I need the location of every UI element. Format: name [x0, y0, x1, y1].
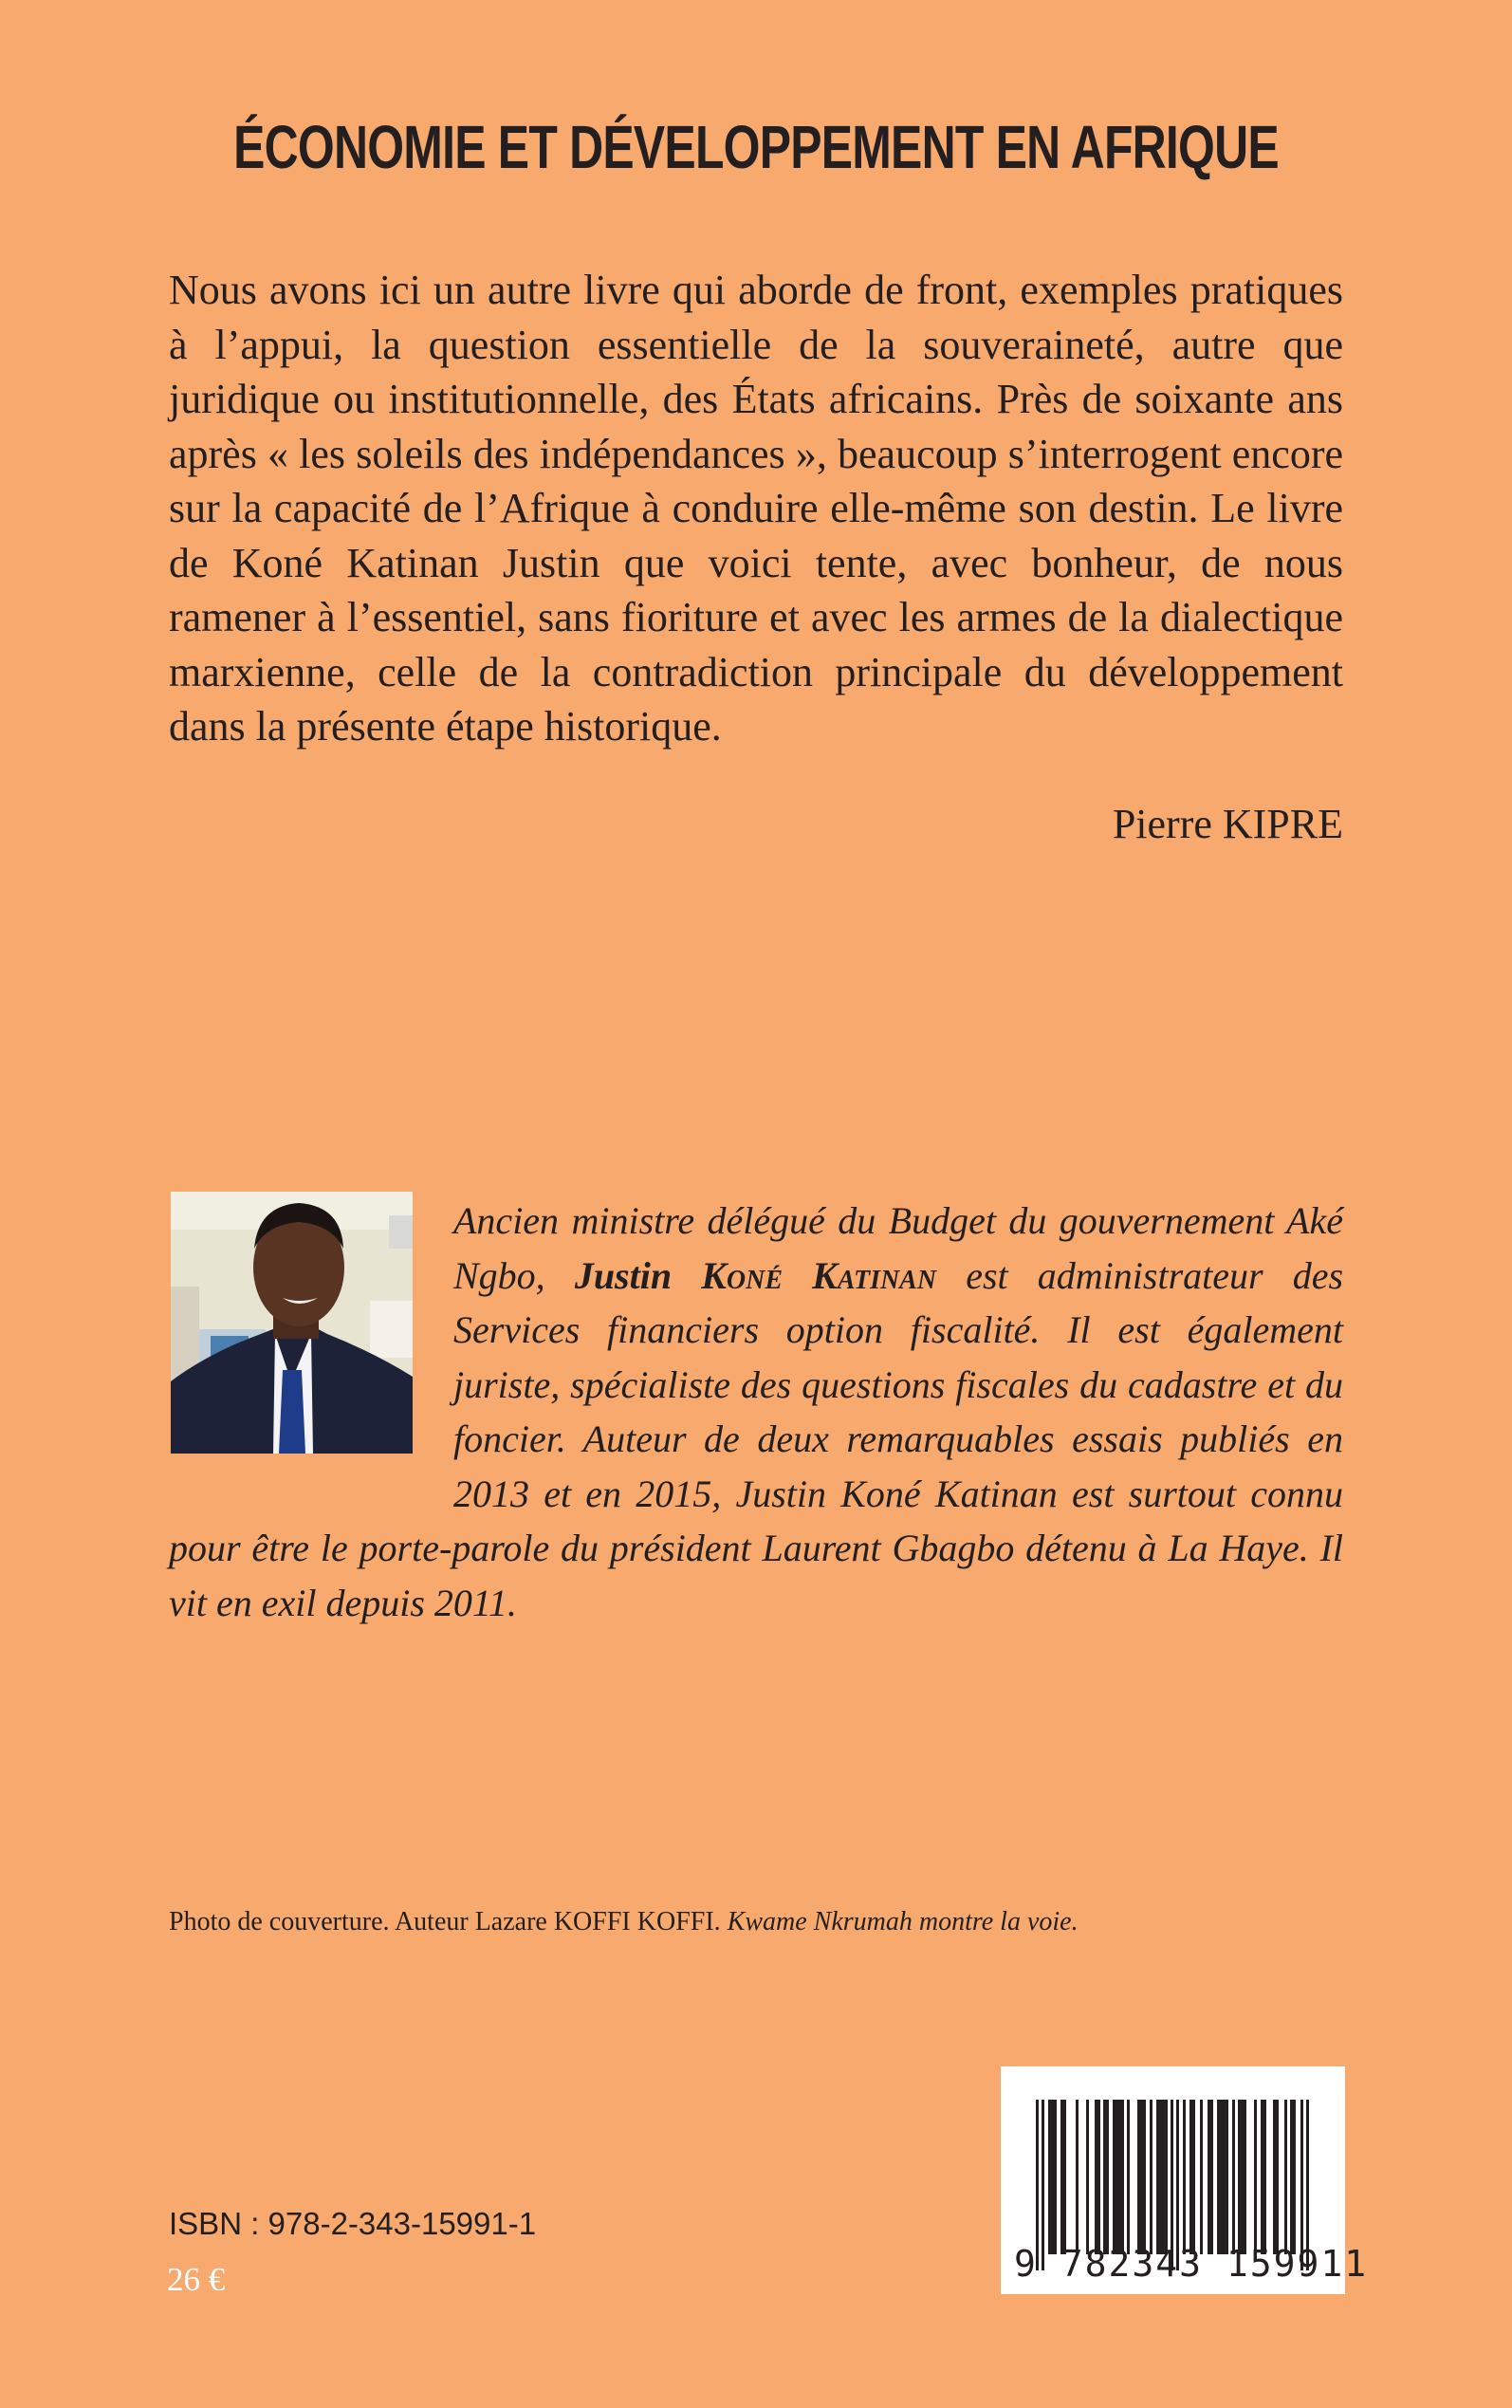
quote-author: Pierre KIPRE	[1112, 801, 1343, 847]
barcode-digits: 9 782343 159911	[1014, 2243, 1369, 2285]
author-last-name: Koné Katinan	[701, 1253, 937, 1297]
author-first-name: Justin	[574, 1253, 702, 1297]
back-cover-quote	[169, 263, 1343, 754]
photo-spacer	[169, 1194, 453, 1521]
quote-text: Nous avons ici un autre livre qui aborde de front, exemples pratiques à l’appui, la question essentielle de la souveraineté, autre que juridique ou institutionnelle, des États africains. Près de soixante ans après « les soleils des indépendances », beaucoup s’interrogent encore sur la capacité de l’Afrique à conduire elle-même son destin. Le livre de Koné Katinan Justin que voici tente, avec bonheur, de nous ramener à l’essentiel, sans fioriture et avec les armes de la dialectique marxienne, celle de la contradiction principale du développement dans la présente étape historique.	[169, 267, 1343, 750]
price: 26 €	[167, 2261, 226, 2298]
artwork-title: Kwame Nkrumah montre la voie.	[727, 1907, 1079, 1936]
bio-text-start: Ancien ministre délégué du Budget du gouvernement Aké Ngbo,	[453, 1199, 1343, 1297]
isbn-barcode	[1001, 2066, 1369, 2294]
credit-label: Photo de couverture. Auteur Lazare KOFFI KOFFI.	[169, 1907, 728, 1936]
cover-photo-credit	[169, 1907, 1079, 1937]
bio-text-end: est administrateur des Services financiers option fiscalité. Il est également juriste, spécialiste des questions fiscales du cadastre et du foncier. Auteur de deux remarquables essais publiés en 2013 et en 2015, Justin Koné Katinan est surtout connu pour être le porte-parole du président Laurent Gbagbo détenu à La Haye. Il vit en exil depuis 2011.	[169, 1253, 1344, 1624]
book-title: ÉCONOMIE ET DÉVELOPPEMENT EN AFRIQUE	[233, 113, 1279, 181]
author-bio	[169, 1194, 1343, 1630]
isbn: ISBN : 978-2-343-15991-1	[169, 2206, 537, 2241]
author-name	[575, 1254, 936, 1297]
